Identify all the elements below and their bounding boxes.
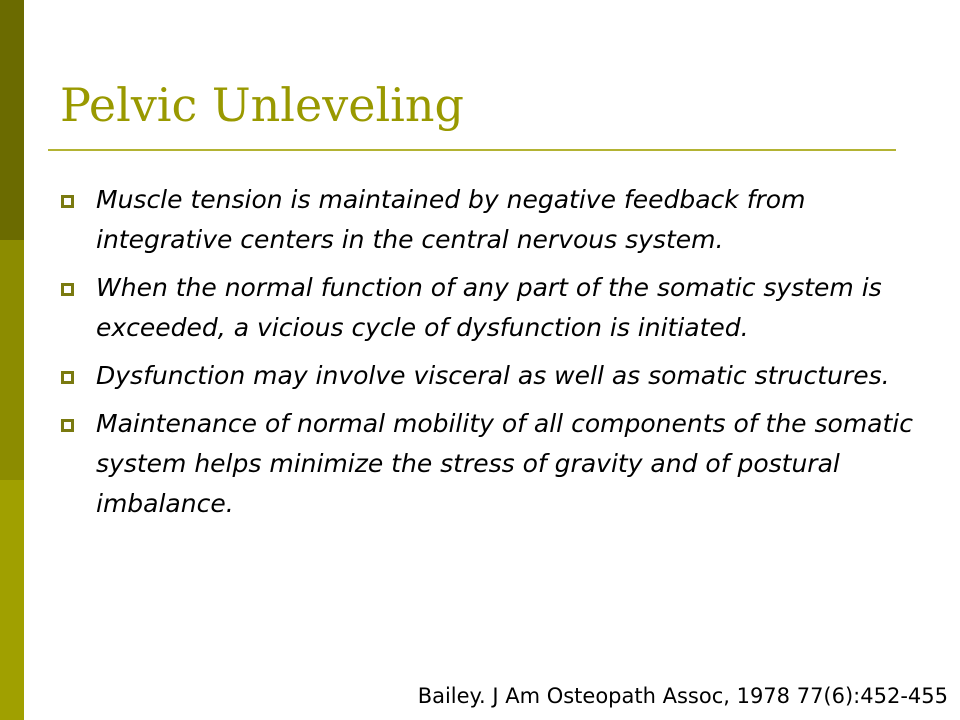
sidebar-accent-bottom: [0, 480, 24, 720]
bullet-text: Maintenance of normal mobility of all components of the somatic system helps minimize the stress of gravity and of postural imbalance.: [96, 409, 913, 518]
square-bullet-icon: [61, 195, 74, 208]
bullet-item: [60, 268, 920, 348]
square-bullet-icon: [61, 283, 74, 296]
citation: Bailey. J Am Osteopath Assoc, 1978 77(6):452-455: [417, 684, 948, 708]
bullet-list: [60, 180, 920, 532]
bullet-item: [60, 180, 920, 260]
bullet-item: [60, 404, 920, 524]
bullet-item: [60, 356, 920, 396]
square-bullet-icon: [61, 419, 74, 432]
title-underline: [48, 149, 896, 151]
bullet-text: Muscle tension is maintained by negative feedback from integrative centers in the central nervous system.: [96, 185, 806, 254]
bullet-text: Dysfunction may involve visceral as well as somatic structures.: [96, 361, 890, 390]
sidebar-accent-middle: [0, 240, 24, 480]
bullet-text: When the normal function of any part of the somatic system is exceeded, a vicious cycle of dysfunction is initiated.: [96, 273, 882, 342]
slide-title: Pelvic Unleveling: [60, 78, 464, 132]
sidebar-accent-top: [0, 0, 24, 240]
square-bullet-icon: [61, 371, 74, 384]
